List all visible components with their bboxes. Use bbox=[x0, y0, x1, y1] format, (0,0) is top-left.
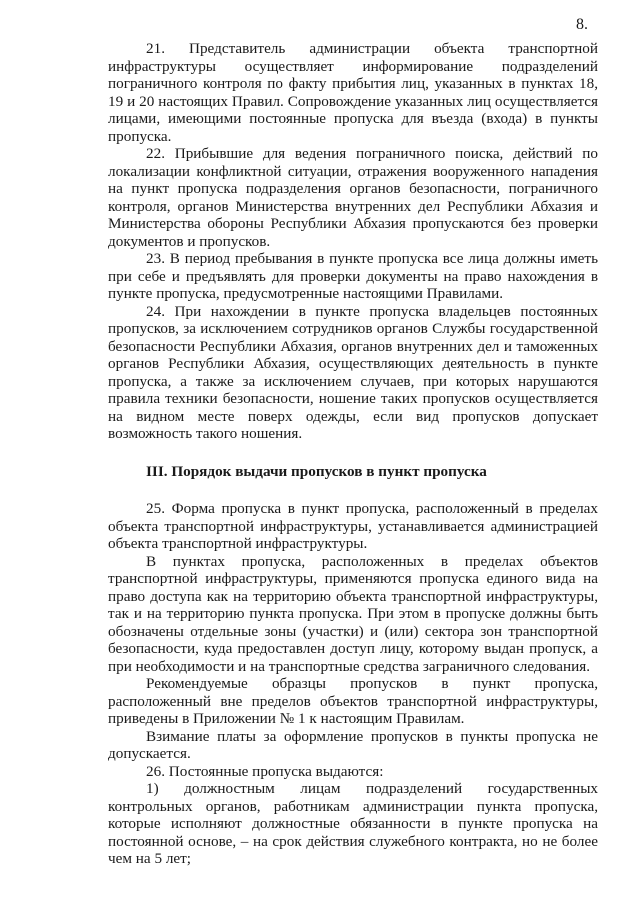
section-heading: III. Порядок выдачи пропусков в пункт пропуска bbox=[146, 462, 487, 480]
paragraph-23: 23. В период пребывания в пункте пропуска все лица должны иметь при себе и предъявлять для проверки документы на право нахождения в пункте пропуска, предусмотренные настоящими Правилами. bbox=[108, 250, 598, 302]
paragraph-25-fees: Взимание платы за оформление пропусков в пункты пропуска не допускается. bbox=[108, 727, 598, 762]
paragraph-25-pass-types: В пунктах пропуска, расположенных в пределах объектов транспортной инфраструктуры, применяются пропуска единого вида на право доступа как на территорию объекта транспортной инфраструктуры, так и на территорию пункта пропуска. При этом в пропуске должны быть обозначены отдельные зоны (участки) и (или) сектора зон транспортной безопасности, куда предоставлен доступ лицу, которому выдан пропуск, а при необходимости и на транспортные средства заграничного следования. bbox=[108, 552, 598, 675]
paragraph-26-item-1: 1) должностным лицам подразделений государственных контрольных органов, работникам администрации пункта пропуска, которые исполняют должностные обязанности в пункте пропуска на постоянной основе, – на срок действия служебного контракта, но не более чем на 5 лет; bbox=[108, 780, 598, 867]
paragraph-22: 22. Прибывшие для ведения пограничного поиска, действий по локализации конфликтной ситуации, отражения вооруженного нападения на пункт пропуска подразделения органов безопасности, пограничного контроля, органов Министерства внутренних дел Республики Абхазия и Министерства обороны Республики Абхазия пропускаются без проверки документов и пропусков. bbox=[108, 145, 598, 250]
paragraph-25-samples: Рекомендуемые образцы пропусков в пункт пропуска, расположенный вне пределов объектов транспортной инфраструктуры, приведены в Приложении № 1 к настоящим Правилам. bbox=[108, 675, 598, 727]
paragraph-21: 21. Представитель администрации объекта транспортной инфраструктуры осуществляет информирование подразделений пограничного контроля по факту прибытия лиц, указанных в пунктах 18, 19 и 20 настоящих Правил. Сопровождение указанных лиц осуществляется лицами, имеющими постоянные пропуска для въезда (входа) в пункты пропуска. bbox=[108, 40, 598, 145]
paragraph-26: 26. Постоянные пропуска выдаются: bbox=[146, 762, 384, 780]
paragraph-24: 24. При нахождении в пункте пропуска владельцев постоянных пропусков, за исключением сотрудников органов Службы государственной безопасности Республики Абхазия, органов внутренних дел и таможенных органов Республики Абхазия, осуществляющих деятельность в пункте пропуска, а также за исключением случаев, при которых нарушаются правила техники безопасности, ношение таких пропусков осуществляется на видном месте поверх одежды, если вид пропусков допускает возможность такого ношения. bbox=[108, 302, 598, 442]
document-body bbox=[108, 40, 598, 868]
page-number: 8. bbox=[576, 16, 588, 33]
paragraph-25: 25. Форма пропуска в пункт пропуска, расположенный в пределах объекта транспортной инфраструктуры, устанавливается администрацией объекта транспортной инфраструктуры. bbox=[108, 500, 598, 552]
